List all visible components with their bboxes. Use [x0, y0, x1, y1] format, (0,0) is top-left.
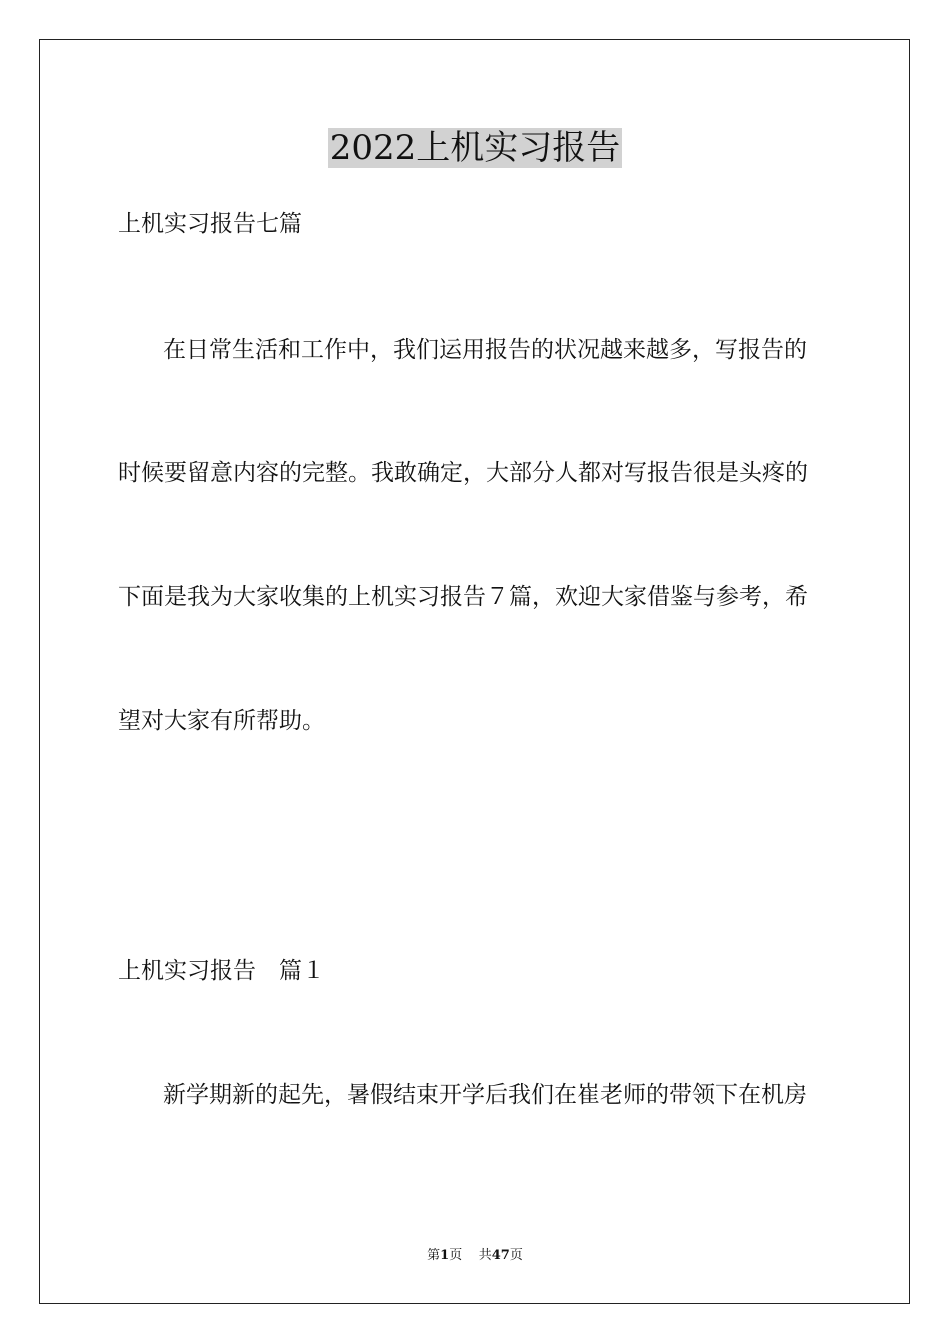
- intro-line-1: 在日常生活和工作中，我们运用报告的状况越来越多，写报告的: [163, 337, 807, 363]
- footer-total-unit: 页: [509, 1248, 523, 1263]
- document-title-text: 2022上机实习报告: [329, 128, 621, 168]
- footer-total-prefix: 共: [478, 1248, 492, 1263]
- section-heading: 上机实习报告 篇１: [118, 958, 325, 984]
- footer-page-unit: 页: [449, 1248, 463, 1263]
- document-subtitle: 上机实习报告七篇: [118, 211, 302, 237]
- footer-total-pages: 47: [491, 1248, 510, 1263]
- section-line-1: 新学期新的起先，暑假结束开学后我们在崔老师的带领下在机房: [163, 1082, 807, 1108]
- document-title: [0, 126, 950, 170]
- intro-line-3: 下面是我为大家收集的上机实习报告７篇，欢迎大家借鉴与参考，希: [118, 584, 808, 610]
- intro-line-4: 望对大家有所帮助。: [118, 708, 325, 734]
- intro-line-2: 时候要留意内容的完整。我敢确定，大部分人都对写报告很是头疼的: [118, 460, 808, 486]
- footer-page-prefix: 第: [427, 1248, 441, 1263]
- footer-page-number: 1: [440, 1248, 450, 1263]
- page-footer: [0, 1247, 950, 1265]
